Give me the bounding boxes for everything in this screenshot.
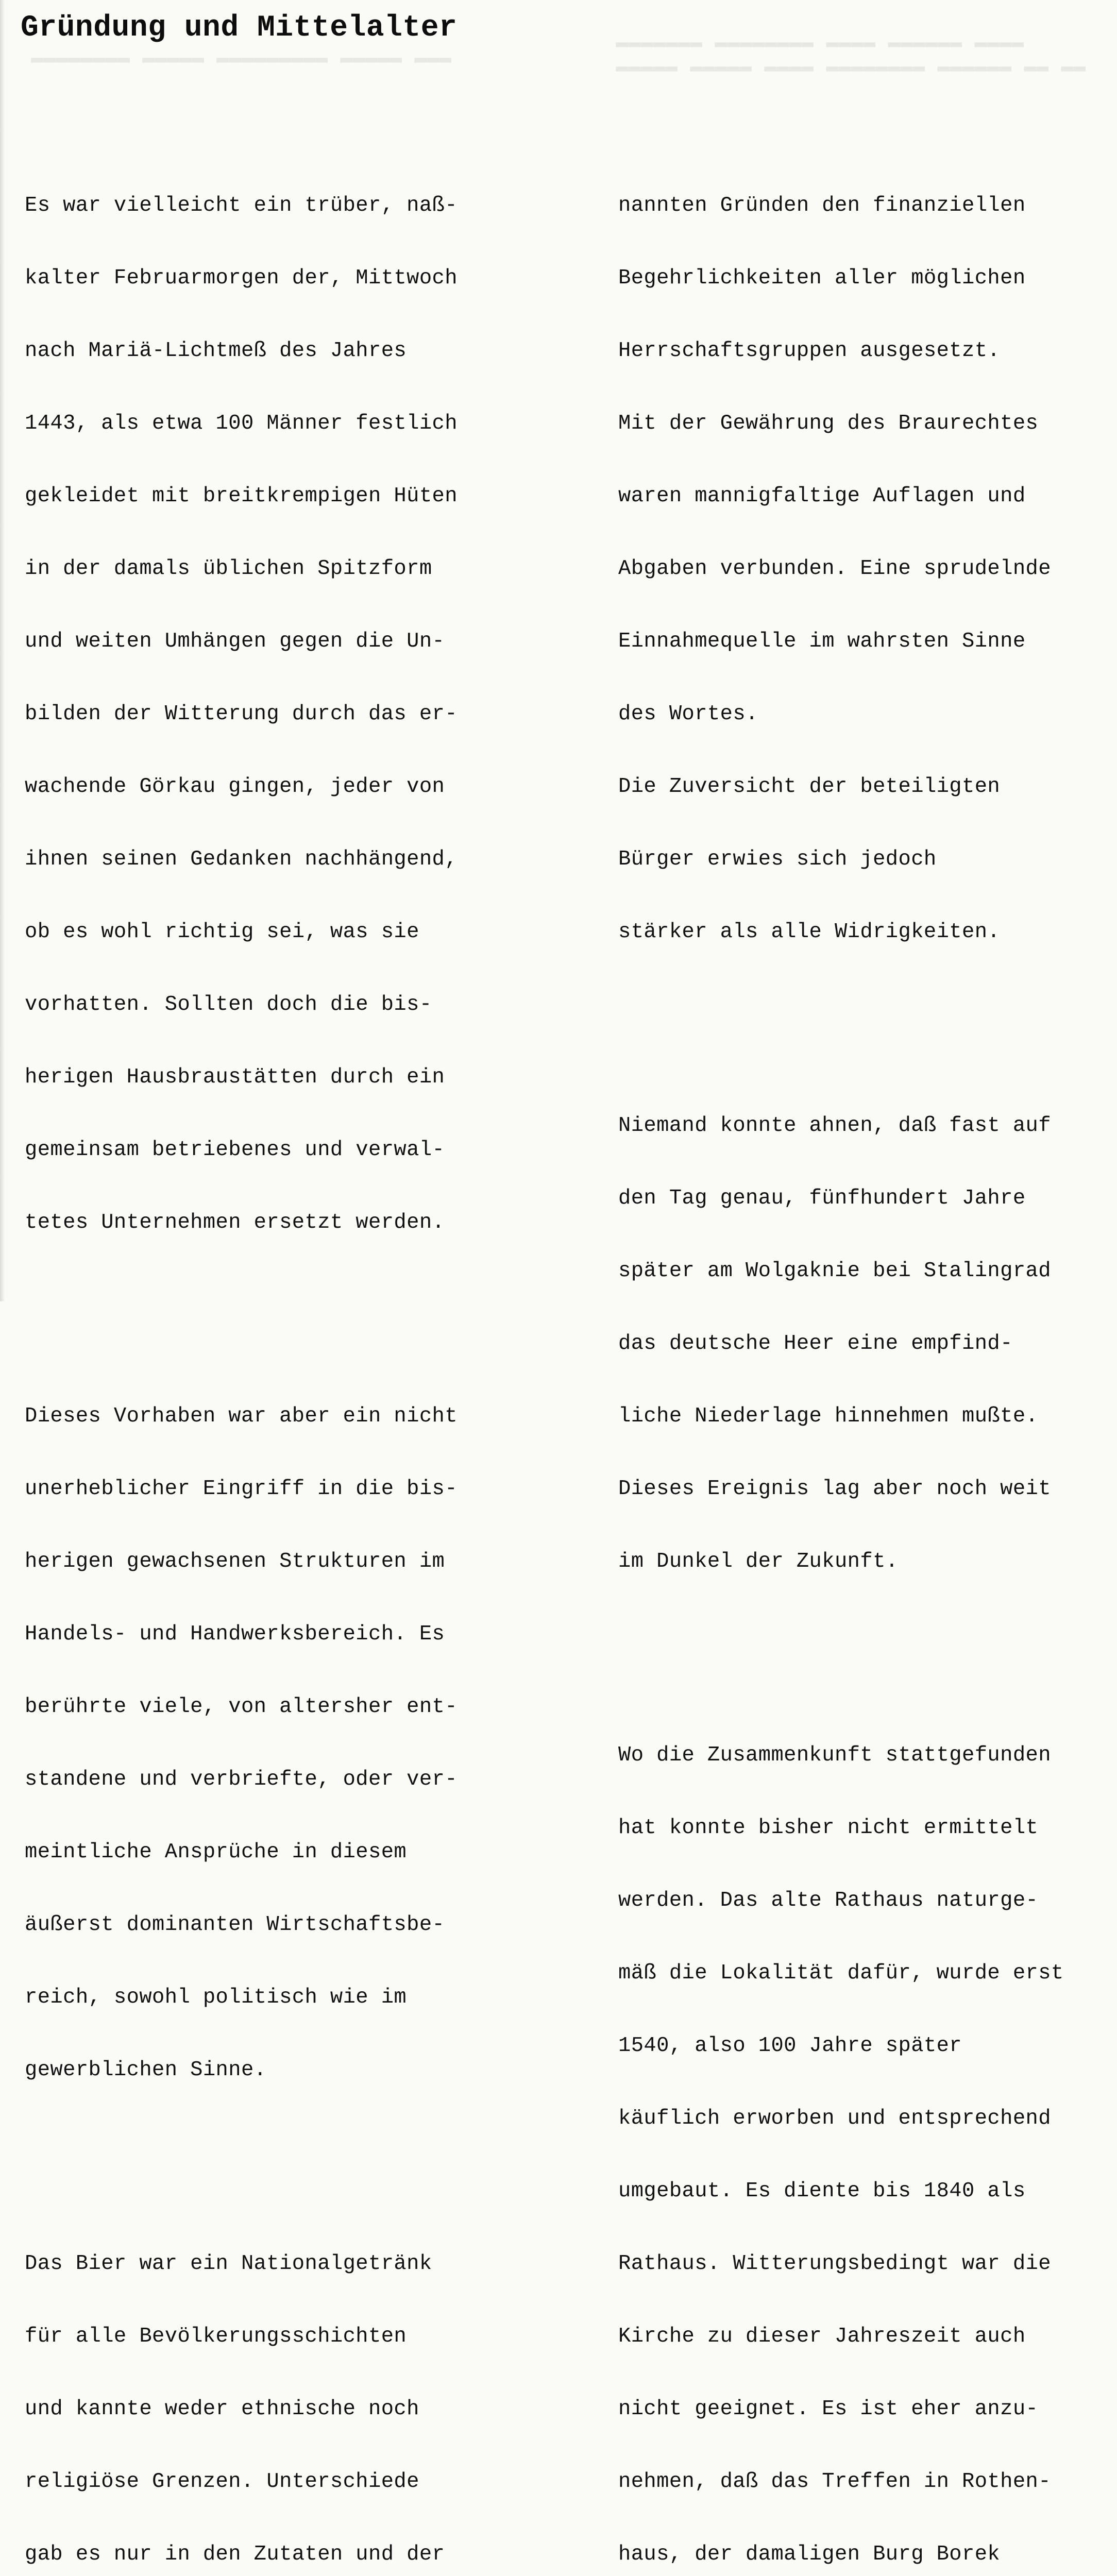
text-line: Das Bier war ein Nationalgetränk [25, 2252, 432, 2276]
text-line: unerheblicher Eingriff in die bis- [25, 1477, 458, 1501]
text-line: mäß die Lokalität dafür, wurde erst [618, 1961, 1064, 1985]
text-line: religiöse Grenzen. Unterschiede [25, 2470, 419, 2494]
text-line: hat konnte bisher nicht ermittelt [618, 1816, 1039, 1840]
text-line: gemeinsam betriebenes und verwal- [25, 1138, 445, 1162]
text-line: Einnahmequelle im wahrsten Sinne [618, 630, 1026, 653]
text-line: haus, der damaligen Burg Borek [618, 2543, 1001, 2566]
text-line: gekleidet mit breitkrempigen Hüten [25, 484, 458, 508]
text-line: 1540, also 100 Jahre später [618, 2034, 962, 2058]
paragraph [618, 1065, 1113, 1622]
text-line: Die Zuversicht der beteiligten [618, 775, 1001, 799]
text-line: nehmen, daß das Treffen in Rothen- [618, 2470, 1051, 2494]
text-line: vorhatten. Sollten doch die bis- [25, 993, 432, 1016]
text-line: reich, sowohl politisch wie im [25, 1986, 407, 2009]
text-line: Mit der Gewährung des Braurechtes [618, 412, 1039, 435]
text-line: stärker als alle Widrigkeiten. [618, 920, 1001, 944]
text-line: käuflich erworben und entsprechend [618, 2107, 1051, 2130]
text-line: ob es wohl richtig sei, was sie [25, 920, 419, 944]
text-line: Dieses Vorhaben war aber ein nicht [25, 1404, 458, 1428]
paragraph [618, 145, 1113, 993]
text-line: für alle Bevölkerungsschichten [25, 2325, 407, 2348]
text-line: berührte viele, von altersher ent- [25, 1695, 458, 1719]
text-line: des Wortes. [618, 702, 758, 726]
text-line: standene und verbriefte, oder ver- [25, 1768, 458, 1791]
text-line: Bürger erwies sich jedoch [618, 848, 937, 871]
text-line: das deutsche Heer eine empfind- [618, 1332, 1013, 1355]
text-line: liche Niederlage hinnehmen mußte. [618, 1404, 1039, 1428]
text-line: Wo die Zusammenkunft stattgefunden [618, 1743, 1051, 1767]
bleed-through-texture-2: ▬▬▬▬▬▬▬▬ ▬▬▬▬▬ ▬▬▬▬▬▬▬▬▬ ▬▬▬▬▬ ▬▬▬ [31, 47, 452, 70]
text-line: 1443, als etwa 100 Männer festlich [25, 412, 458, 435]
text-line: nach Mariä-Lichtmeß des Jahres [25, 339, 407, 363]
text-line: Begehrlichkeiten aller möglichen [618, 266, 1026, 290]
text-line: werden. Das alte Rathaus naturge- [618, 1889, 1039, 1912]
text-line: herigen gewachsenen Strukturen im [25, 1550, 445, 1573]
text-line: später am Wolgaknie bei Stalingrad [618, 1259, 1051, 1283]
page-title: Gründung und Mittelalter [21, 11, 458, 45]
text-line: umgebaut. Es diente bis 1840 als [618, 2179, 1026, 2203]
text-line: bilden der Witterung durch das er- [25, 702, 458, 726]
text-line: und weiten Umhängen gegen die Un- [25, 630, 445, 653]
paragraph [25, 2204, 571, 2576]
text-line: Dieses Ereignis lag aber noch weit [618, 1477, 1051, 1501]
text-line: Rathaus. Witterungsbedingt war die [618, 2252, 1051, 2276]
text-line: herigen Hausbraustätten durch ein [25, 1065, 445, 1089]
paragraph [25, 145, 571, 1283]
text-line: nicht geeignet. Es ist eher anzu- [618, 2397, 1039, 2421]
text-line: Herrschaftsgruppen ausgesetzt. [618, 339, 1001, 363]
text-line: gewerblichen Sinne. [25, 2058, 267, 2082]
text-line: Es war vielleicht ein trüber, naß- [25, 194, 458, 217]
text-line: Abgaben verbunden. Eine sprudelnde [618, 557, 1051, 581]
text-line: den Tag genau, fünfhundert Jahre [618, 1187, 1026, 1210]
text-line: und kannte weder ethnische noch [25, 2397, 419, 2421]
paragraph [25, 1356, 571, 2131]
text-line: wachende Görkau gingen, jeder von [25, 775, 445, 799]
text-line: Handels- und Handwerksbereich. Es [25, 1622, 445, 1646]
paragraph [618, 1695, 1113, 2576]
text-line: waren mannigfaltige Auflagen und [618, 484, 1026, 508]
right-column [618, 97, 1113, 2576]
text-line: äußerst dominanten Wirtschaftsbe- [25, 1913, 445, 1937]
text-line: nannten Gründen den finanziellen [618, 194, 1026, 217]
text-line: gab es nur in den Zutaten und der [25, 2543, 445, 2566]
text-line: tetes Unternehmen ersetzt werden. [25, 1211, 445, 1234]
page-edge-shadow [0, 0, 5, 1301]
left-column [25, 97, 571, 2576]
text-line: meintliche Ansprüche in diesem [25, 1840, 407, 1864]
text-line: Niemand konnte ahnen, daß fast auf [618, 1114, 1051, 1138]
bleed-through-texture: ▬▬▬▬▬▬▬ ▬▬▬▬▬▬▬▬ ▬▬▬▬ ▬▬▬▬▬▬ ▬▬▬▬ ▬▬▬▬▬ ▬▬▬▬▬ ▬▬▬▬ ▬▬▬▬▬▬▬▬ ▬▬▬▬▬▬ ▬▬ ▬▬ [616, 31, 1086, 79]
text-line: ihnen seinen Gedanken nachhängend, [25, 848, 458, 871]
text-line: kalter Februarmorgen der, Mittwoch [25, 266, 458, 290]
text-line: Kirche zu dieser Jahreszeit auch [618, 2325, 1026, 2348]
text-line: in der damals üblichen Spitzform [25, 557, 432, 581]
text-line: im Dunkel der Zukunft. [618, 1550, 899, 1573]
